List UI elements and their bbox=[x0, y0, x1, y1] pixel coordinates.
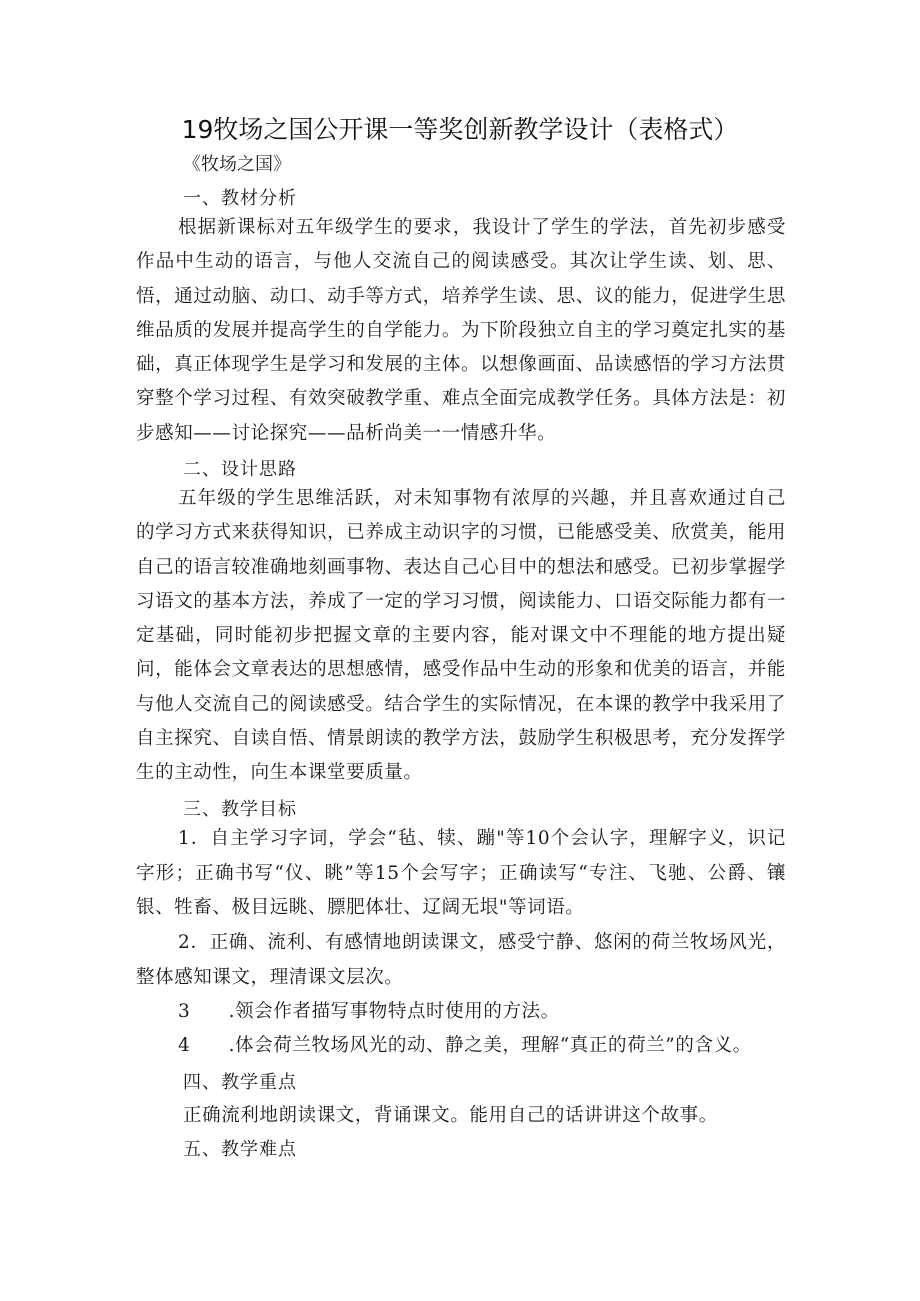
section-heading-textbook-analysis: 一、教材分析 bbox=[183, 188, 297, 209]
section-paragraph-textbook-analysis: 根据新课标对五年级学生的要求，我设计了学生的学法，首先初步感受作品中生动的语言，与他人交流自己的阅读感受。其次让学生读、划、思、悟，通过动脑、动口、动手等方式，培养学生读、思、议的能力，促进学生思维品质的发展并提高学生的自学能力。为下阶段独立自主的学习奠定扎实的基础，真正体现学生是学习和发展的主体。以想像画面、品读感悟的学习方法贯穿整个学习过程、有效突破教学重、难点全面完成教学任务。具体方法是：初步感知——讨论探究——品析尚美一一情感升华。 bbox=[136, 217, 786, 444]
section-heading-key-points: 四、教学重点 bbox=[183, 1072, 297, 1093]
section-paragraph-key-points: 正确流利地朗读课文，背诵课文。能用自己的话讲讲这个故事。 bbox=[183, 1105, 718, 1126]
section-heading-design-idea: 二、设计思路 bbox=[183, 459, 297, 480]
goal-item-2: 2．正确、流利、有感情地朗读课文，感受宁静、悠闲的荷兰牧场风光，整体感知课文，理清课文层次。 bbox=[136, 932, 786, 988]
section-paragraph-design-idea: 五年级的学生思维活跃，对未知事物有浓厚的兴趣，并且喜欢通过自己的学习方式来获得知识，已养成主动识字的习惯，已能感受美、欣赏美，能用自己的语言较准确地刻画事物、表达自己心目中的想法和感受。已初步掌握学习语文的基本方法，养成了一定的学习习惯，阅读能力、口语交际能力都有一定基础，同时能初步把握文章的主要内容，能对课文中不理能的地方提出疑问，能体会文章表达的思想感情，感受作品中生动的形象和优美的语言，并能与他人交流自己的阅读感受。结合学生的实际情况，在本课的教学中我采用了自主探究、自读自悟、情景朗读的教学方法，鼓励学生积极思考，充分发挥学生的主动性，向生本课堂要质量。 bbox=[136, 488, 786, 784]
document-title: 19牧场之国公开课一等奖创新教学设计（表格式） bbox=[181, 115, 739, 144]
goal-item-1: 1．自主学习字词，学会“毡、犊、蹦"等10个会认字，理解字义，识记字形；正确书写“仪、眺”等15个会写字；正确读写“专注、飞驰、公爵、镶银、牲畜、极目远眺、膘肥体壮、辽阔无垠"等词语。 bbox=[136, 828, 786, 918]
section-heading-teaching-goals: 三、教学目标 bbox=[183, 799, 297, 820]
goal-item-4: 4 .体会荷兰牧场风光的动、静之美，理解“真正的荷兰”的含义。 bbox=[178, 1035, 752, 1056]
goal-item-3: 3 .领会作者描写事物特点时使用的方法。 bbox=[178, 1001, 560, 1022]
lesson-subtitle: 《牧场之国》 bbox=[183, 154, 291, 175]
section-heading-difficult-points: 五、教学难点 bbox=[183, 1139, 297, 1160]
